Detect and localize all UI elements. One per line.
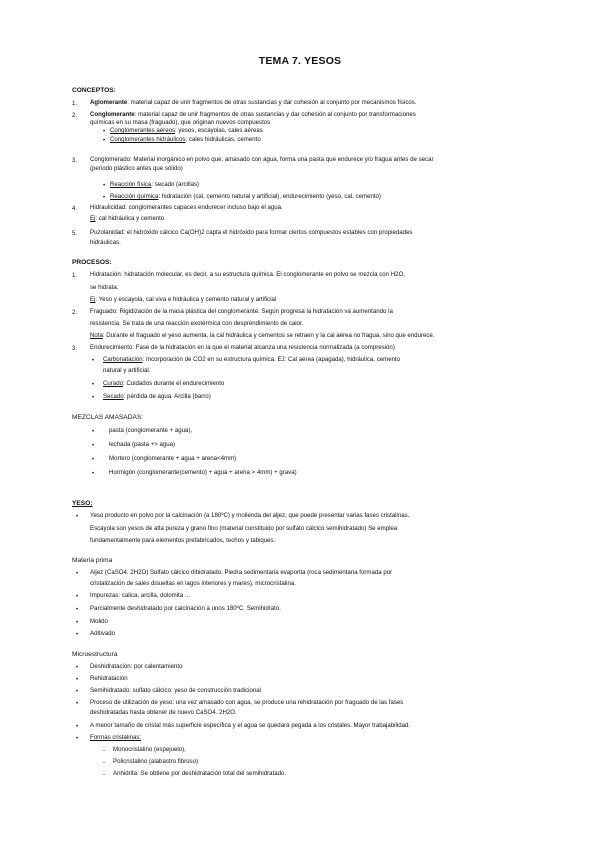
bullet-icon: • [76, 631, 79, 638]
mezclas-heading: MEZCLAS AMASADAS: [72, 414, 144, 421]
concept-item-4 [90, 204, 283, 212]
sub-item [110, 181, 199, 189]
dash-icon: - [103, 759, 106, 766]
list-item: lechada (pasta +> agua) [109, 441, 176, 448]
list-number: 2. [72, 309, 78, 316]
example-text: : Yeso y escayola, cal viva e hidráulica y cemento natural y artificial [95, 296, 277, 303]
definition: : Material inorgánico en polvo que, amasado con agua, forma una pasta que endurece y/o fragua antes de secar [129, 156, 434, 163]
bullet-icon: • [76, 700, 79, 707]
bullet-icon: • [92, 442, 95, 449]
term: Conglomerantes aéreos [110, 127, 176, 134]
bullet-icon: • [103, 137, 106, 144]
list-item: Anhidrita: Se obtiene por deshidratación total del semihidratado. [113, 770, 287, 777]
example-label: Ej [90, 215, 96, 222]
definition: : material capaz de unir fragmentos de otras sustancias y dar cohesión al conjunto por mecanismos físicos. [127, 99, 417, 106]
sub-item [110, 193, 381, 201]
list-number: 1. [72, 100, 78, 107]
term: Hidratación [90, 271, 121, 278]
materia-heading: Materia prima [72, 557, 113, 564]
list-item: pasta (conglomerante + agua), [109, 427, 193, 434]
bullet-icon: • [76, 735, 79, 742]
sub-item [103, 356, 400, 364]
list-item: Deshidratación: por calentamiento [90, 663, 183, 670]
definition: : Rigidización de la masa plástica del conglomerante. Según progresa la hidratación va aumentando la [116, 308, 393, 315]
concept-item-3 [90, 156, 434, 164]
list-item: Aljez (CaSO4. 2H2O) Sulfato cálcico dihidratado. Piedra sedimentaria evaporita (roca sedimentaria formada por [90, 569, 393, 576]
term: Aglomerante [90, 99, 128, 106]
term: Endurecimiento [90, 344, 133, 351]
bullet-icon: • [76, 593, 79, 600]
term: Curado [103, 380, 123, 387]
bullet-icon: • [76, 723, 79, 730]
definition: : Cuidados durante el endurecimiento [123, 380, 225, 387]
term: Hidraulicidad [90, 204, 126, 211]
bullet-icon: • [103, 128, 106, 135]
bullet-icon: • [76, 676, 79, 683]
definition: : yesos, escayolas, cales aéreas [175, 127, 263, 134]
paragraph-line: fundamentalmente para elementos prefabricados, techos y tabiques. [90, 537, 276, 544]
list-number: 5. [72, 230, 78, 237]
definition: : Fase de la hidratación en la que el material alcanza una resistencia normalizada (a compresión) [132, 344, 395, 351]
definition: : secado (arcillas) [151, 181, 200, 188]
list-item: Mortero (conglomerante + agua + arena<4mm) [109, 455, 237, 462]
definition-cont: se hidrata. [90, 284, 119, 291]
definition: : cales hidráulicas, cemento [185, 136, 261, 143]
bullet-icon: • [76, 619, 79, 626]
bullet-icon: • [76, 664, 79, 671]
example-line [90, 215, 164, 223]
list-item: Parcialmente deshidratado por calcinación a unos 180ºC. Semihidrato. [90, 605, 281, 612]
bullet-icon: • [92, 357, 95, 364]
procesos-heading: PROCESOS: [72, 259, 112, 266]
definition: : conglomerantes capaces endurecer incluso bajo el agua. [125, 204, 283, 211]
definition: : hidratación (cal, cemento natural y artificial), endurecimiento (yeso, cal, cemento) [158, 193, 381, 200]
bullet-icon: • [76, 688, 79, 695]
example-text: : cal hidráulica y cemento [95, 215, 165, 222]
list-item: Impurezas: calica, arcilla, dolomita ... [90, 592, 190, 599]
definition: : hidratación molecular, es decir, a su estructura química. El conglomerante en polvo se mezcla con H2O, [120, 271, 406, 278]
list-item: Semihidratado: sulfato cálcico: yeso de construcción tradicional [90, 687, 262, 694]
formas-label: Formas cristalinas: [90, 734, 142, 741]
list-item: Monocristalino (espejuelo), [113, 746, 186, 753]
page-title: TEMA 7. YESOS [258, 55, 342, 67]
bullet-icon: • [92, 394, 95, 401]
definition: : pérdida de agua. Arcilla (barro) [123, 393, 211, 400]
definition-cont: resistencia. Se trata de una reacción exotérmica con desprendimiento de calor. [90, 320, 304, 327]
list-item: Hormigón (conglomerante(cemento) + agua + arena > 4mm) + grava) [109, 469, 297, 476]
list-item: Proceso de utilización de yeso: una vez amasado con agua, se produce una rehidratación por fraguado de las fases [90, 699, 404, 706]
list-item-cont: cristalización de sales disueltas en lagos interiores y mares), microcristalina. [90, 580, 296, 587]
term: Carbonatación [103, 356, 143, 363]
sub-item [110, 136, 261, 144]
note-text: : Durante el fraguado el yeso aumenta, la cal hidráulica y cementos se retraen y la cal aérea no fragua, sino que endurece. [102, 332, 435, 339]
note-line [90, 332, 435, 340]
list-item-cont: deshidratadas hasta obtener de nuevo CaSO4. 2H2O. [90, 709, 237, 716]
process-item-3 [90, 344, 395, 352]
concept-item-5 [90, 229, 412, 237]
term: Secado [103, 393, 124, 400]
term: Fraguado [90, 308, 117, 315]
bullet-icon: • [76, 513, 79, 520]
term: Conglomerado [90, 156, 130, 163]
sub-item [103, 393, 211, 401]
conceptos-heading: CONCEPTOS: [72, 87, 116, 94]
definition-cont: químicas en su masa (fraguado), que originan nuevos compuestos [90, 119, 271, 126]
list-item: A menor tamaño de cristal más superficie específica y el agua se quedará pegada a los cristales. Mayor trabajabilidad. [90, 722, 411, 729]
bullet-icon: • [92, 428, 95, 435]
list-item: Policristalino (alabastro fibroso) [113, 758, 199, 765]
term: Conglomerante [90, 111, 135, 118]
list-item: Rehidratación [90, 675, 128, 682]
bullet-icon: • [76, 606, 79, 613]
note-label: Nota [90, 332, 103, 339]
definition-cont: natural y artificial. [103, 367, 151, 374]
definition: : el hidróxido cálcico Ca(OH)2 capta el hidróxido para formar ciertos compuestos estables con propiedades [123, 229, 413, 236]
list-number: 3. [72, 157, 78, 164]
list-number: 4. [72, 205, 78, 212]
sub-item [103, 380, 224, 388]
list-number: 2. [72, 112, 78, 119]
list-number: 3. [72, 345, 78, 352]
paragraph-line: Escayola son yesos de alta pureza y grano fino (material constituido por sulfato cálcico semihidratado) Se emplea [90, 525, 398, 532]
concept-item-1 [90, 99, 417, 107]
definition-cont: (periodo plástico antes que sólido) [90, 165, 183, 172]
example-label: Ej [90, 296, 96, 303]
term: Reacción química [110, 193, 159, 200]
paragraph-line: Yeso producto en polvo por la calcinación (a 180ºC) y molienda del aljez, que puede presentar varias fases cristalinas. [90, 512, 410, 519]
micro-heading: Microestructura [72, 651, 118, 658]
list-number: 1. [72, 272, 78, 279]
bullet-icon: • [92, 456, 95, 463]
term: Puzolanidad [90, 229, 124, 236]
term: Conglomerantes hidráulicos [110, 136, 186, 143]
bullet-icon: • [103, 182, 106, 189]
list-item: Aditivado [90, 630, 116, 637]
list-item: Molido [90, 618, 108, 625]
sub-item [110, 127, 263, 135]
dash-icon: - [103, 747, 106, 754]
process-item-1 [90, 271, 405, 279]
definition-cont: hidráulicas. [90, 239, 121, 246]
bullet-icon: • [76, 570, 79, 577]
yeso-heading: YESO: [72, 500, 93, 507]
concept-item-2 [90, 111, 416, 119]
definition: : Incorporación de CO2 en su estructura química. EJ: Cal aérea (apagada), hidráulica, cemento [142, 356, 401, 363]
bullet-icon: • [103, 194, 106, 201]
process-item-2 [90, 308, 393, 316]
example-line [90, 296, 276, 304]
bullet-icon: • [92, 381, 95, 388]
term: Reacción física [110, 181, 152, 188]
dash-icon: - [103, 771, 106, 778]
bullet-icon: • [92, 470, 95, 477]
definition: : material capaz de unir fragmentos de otras sustancias y dar cohesión al conjunto por transformaciones [134, 111, 416, 118]
